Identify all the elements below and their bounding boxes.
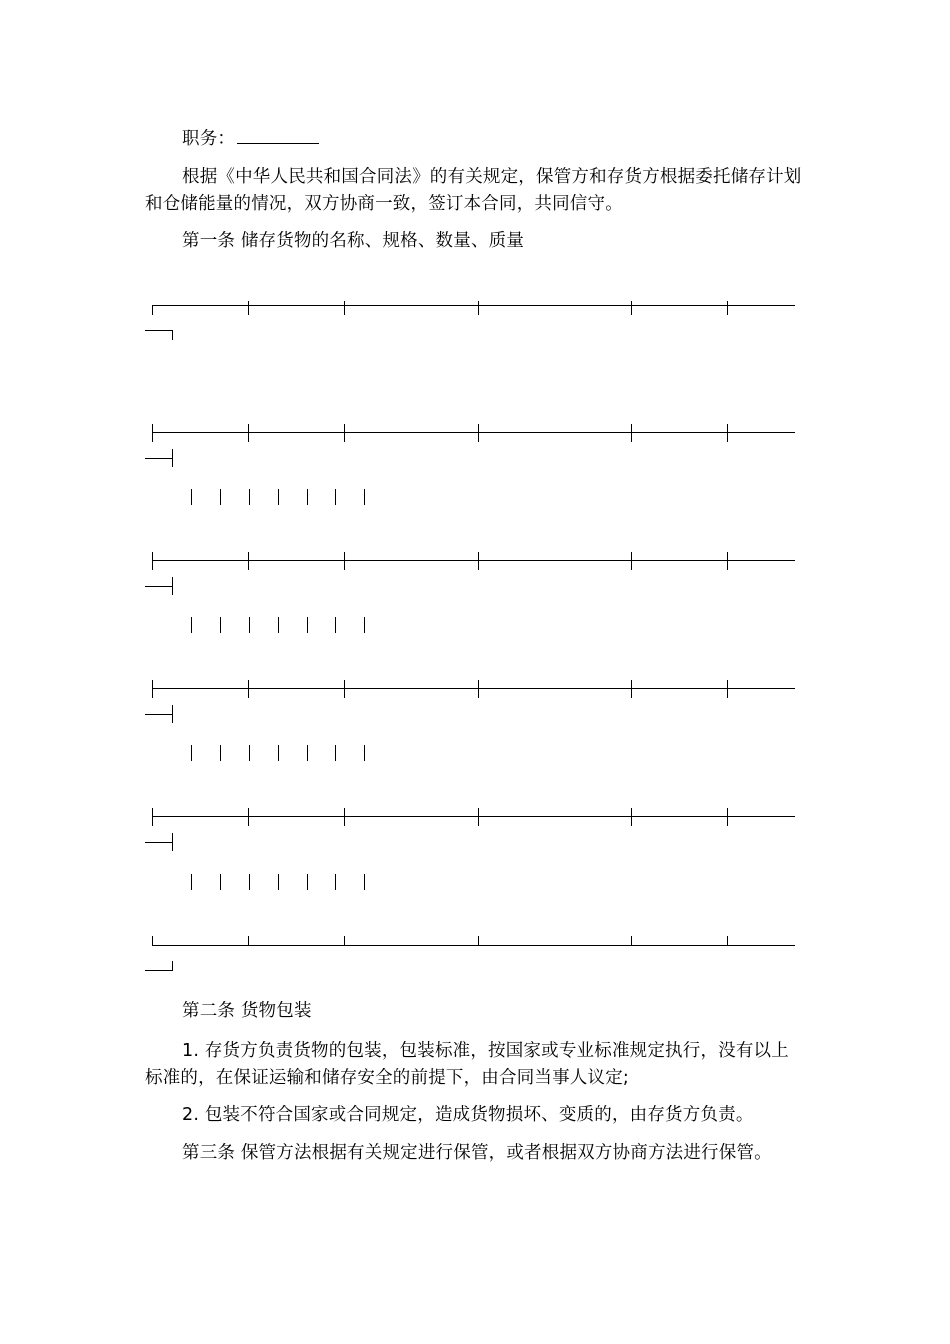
table-rule-stub [145, 330, 172, 331]
table-rule-stub [145, 970, 172, 971]
column-junction [727, 424, 728, 442]
column-junction [344, 301, 345, 315]
table-rule-stub [145, 714, 172, 715]
cell-divider [220, 874, 221, 890]
column-junction [631, 936, 632, 946]
cell-divider [191, 745, 192, 761]
table-corner [172, 705, 173, 723]
cell-divider [307, 489, 308, 505]
cell-divider [364, 874, 365, 890]
article-2-item-1: 1. 存货方负责货物的包装，包装标准，按国家或专业标准规定执行，没有以上标准的，在保证运输和储存安全的前提下，由合同当事人议定; [145, 1041, 789, 1088]
column-junction [631, 424, 632, 442]
table-corner [152, 936, 153, 946]
table-corner [172, 449, 173, 467]
column-junction [478, 808, 479, 826]
cell-divider [307, 617, 308, 633]
table-corner [152, 552, 153, 570]
column-junction [631, 680, 632, 698]
cell-divider [335, 745, 336, 761]
column-junction [344, 424, 345, 442]
table-corner [172, 577, 173, 595]
column-junction [727, 301, 728, 315]
column-junction [248, 424, 249, 442]
cell-divider [249, 874, 250, 890]
cell-divider [278, 617, 279, 633]
article-1-heading: 第一条 储存货物的名称、规格、数量、质量 [182, 231, 525, 251]
column-junction [478, 680, 479, 698]
cell-divider [249, 745, 250, 761]
column-junction [478, 301, 479, 315]
article-2-heading: 第二条 货物包装 [182, 1001, 312, 1021]
cell-divider [278, 745, 279, 761]
column-junction [344, 552, 345, 570]
cell-divider [220, 617, 221, 633]
table-corner [152, 305, 153, 315]
intro-paragraph: 根据《中华人民共和国合同法》的有关规定，保管方和存货方根据委托储存计划和仓储能量的情况，双方协商一致，签订本合同，共同信守。 [145, 167, 802, 214]
position-label: 职务： [182, 129, 236, 149]
table-corner [172, 833, 173, 851]
table-corner [172, 961, 173, 971]
column-junction [344, 680, 345, 698]
column-junction [631, 808, 632, 826]
cell-divider [278, 489, 279, 505]
cell-divider [335, 874, 336, 890]
article-2-item-2: 2. 包装不符合国家或合同规定，造成货物损坏、变质的，由存货方负责。 [182, 1105, 754, 1125]
column-junction [248, 552, 249, 570]
column-junction [727, 808, 728, 826]
table-corner [152, 680, 153, 698]
cell-divider [278, 874, 279, 890]
cell-divider [191, 617, 192, 633]
column-junction [478, 552, 479, 570]
column-junction [248, 808, 249, 826]
column-junction [248, 936, 249, 946]
cell-divider [364, 617, 365, 633]
cell-divider [307, 874, 308, 890]
table-rule-stub [145, 842, 172, 843]
cell-divider [364, 489, 365, 505]
cell-divider [307, 745, 308, 761]
column-junction [248, 301, 249, 315]
cell-divider [249, 489, 250, 505]
cell-divider [249, 617, 250, 633]
cell-divider [335, 489, 336, 505]
cell-divider [220, 745, 221, 761]
cell-divider [191, 489, 192, 505]
article-3-paragraph: 第三条 保管方法根据有关规定进行保管，或者根据双方协商方法进行保管。 [182, 1143, 772, 1163]
table-rule-stub [145, 458, 172, 459]
column-junction [344, 808, 345, 826]
column-junction [478, 424, 479, 442]
cell-divider [220, 489, 221, 505]
column-junction [631, 301, 632, 315]
column-junction [727, 552, 728, 570]
cell-divider [364, 745, 365, 761]
column-junction [727, 936, 728, 946]
column-junction [478, 936, 479, 946]
column-junction [344, 936, 345, 946]
table-corner [152, 808, 153, 826]
table-rule-stub [145, 586, 172, 587]
table-corner [152, 424, 153, 442]
column-junction [631, 552, 632, 570]
cell-divider [191, 874, 192, 890]
table-corner [172, 330, 173, 340]
column-junction [727, 680, 728, 698]
cell-divider [335, 617, 336, 633]
column-junction [248, 680, 249, 698]
